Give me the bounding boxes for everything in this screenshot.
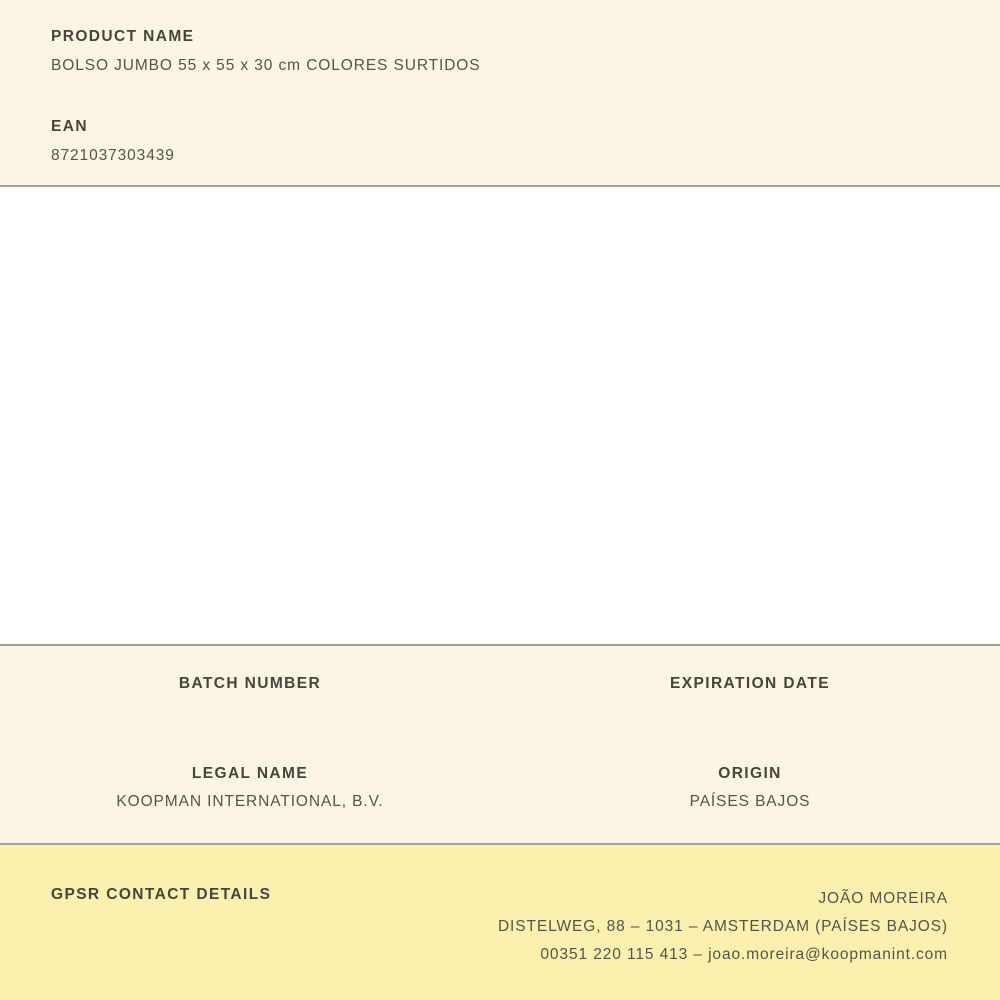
expiration-date-label: EXPIRATION DATE xyxy=(670,675,830,692)
product-name-field xyxy=(51,27,949,75)
legal-name-value: KOOPMAN INTERNATIONAL, B.V. xyxy=(116,793,384,810)
origin-label: ORIGIN xyxy=(718,765,782,782)
product-header-section xyxy=(0,0,1000,185)
ean-field xyxy=(51,117,949,165)
details-right-column xyxy=(500,646,1000,843)
gpsr-contact-label: GPSR CONTACT DETAILS xyxy=(51,886,272,903)
gpsr-contact-phone-email: 00351 220 115 413 – joao.moreira@koopmanint.com xyxy=(540,946,948,963)
product-name-label: PRODUCT NAME xyxy=(51,28,195,45)
gpsr-contact-name: JOÃO MOREIRA xyxy=(818,890,948,907)
ean-label: EAN xyxy=(51,118,88,135)
legal-name-label: LEGAL NAME xyxy=(191,765,309,782)
product-image-area xyxy=(0,187,1000,644)
gpsr-contact-address: DISTELWEG, 88 – 1031 – AMSTERDAM (PAÍSES BAJOS) xyxy=(497,918,948,935)
details-left-column xyxy=(0,646,500,843)
gpsr-contact-section xyxy=(0,845,1000,1000)
product-name-value: BOLSO JUMBO 55 x 55 x 30 cm COLORES SURTIDOS xyxy=(51,57,481,74)
gpsr-contact-block xyxy=(498,885,948,1000)
ean-value: 8721037303439 xyxy=(51,147,175,164)
batch-number-label: BATCH NUMBER xyxy=(178,675,322,692)
details-section xyxy=(0,646,1000,843)
origin-value: PAÍSES BAJOS xyxy=(689,793,811,810)
